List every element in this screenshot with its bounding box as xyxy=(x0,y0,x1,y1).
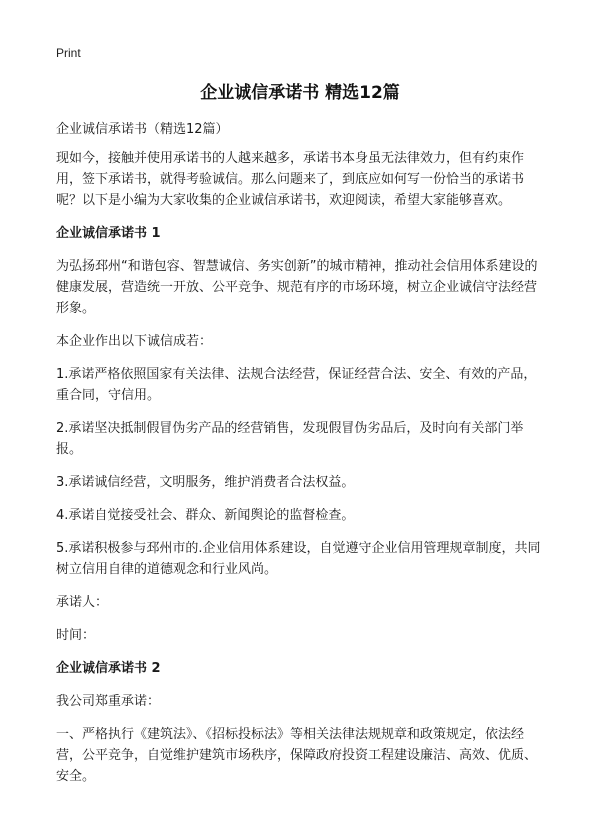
section1-paragraph: 本企业作出以下诚信成若： xyxy=(56,334,213,349)
pledge-item-3: 3.承诺诚信经营，文明服务，维护消费者合法权益。 xyxy=(56,475,355,490)
pledge-item-5: 5.承诺积极参与邳州市的.企业信用体系建设，自觉遵守企业信用管理规章制度，共同树立信用自律的道德观念和行业风尚。 xyxy=(56,541,541,577)
pledge-item-4: 4.承诺自觉接受社会、群众、新闻舆论的监督检查。 xyxy=(56,508,355,523)
section2-paragraph: 一、严格执行《建筑法》、《招标投标法》等相关法律法规规章和政策规定，依法经营，公平竞争，自觉维护建筑市场秩序，保障政府投资工程建设廉洁、高效、优质、安全。 xyxy=(56,727,538,784)
intro-paragraph: 现如今，接触并使用承诺书的人越来越多，承诺书本身虽无法律效力，但有约束作用，签下承诺书，就得考验诚信。那么问题来了，到底应如何写一份恰当的承诺书呢？以下是小编为大家收集的企业诚信承诺书，欢迎阅读，希望大家能够喜欢。 xyxy=(56,151,525,208)
document-subtitle: 企业诚信承诺书（精选12篇） xyxy=(56,122,229,137)
document-body xyxy=(56,119,548,799)
page-title: 企业诚信承诺书 精选12篇 xyxy=(200,83,400,103)
pledge-item-1: 1.承诺严格依照国家有关法律、法规合法经营，保证经营合法、安全、有效的产品，重合同，守信用。 xyxy=(56,367,537,403)
pledge-item-2: 2.承诺坚决抵制假冒伪劣产品的经营销售，发现假冒伪劣品后，及时向有关部门举报。 xyxy=(56,421,524,457)
section-heading-1: 企业诚信承诺书 1 xyxy=(56,226,161,241)
section1-paragraph: 为弘扬邳州“和谐包容、智慧诚信、务实创新”的城市精神，推动社会信用体系建设的健康发展，营造统一开放、公平竞争、规范有序的市场环境，树立企业诚信守法经营形象。 xyxy=(56,259,538,316)
print-label: Print xyxy=(56,46,81,60)
date-label: 时间： xyxy=(56,628,96,643)
section-heading-2: 企业诚信承诺书 2 xyxy=(56,661,161,676)
signer-label: 承诺人： xyxy=(56,595,109,610)
section2-paragraph: 我公司郑重承诺： xyxy=(56,694,161,709)
